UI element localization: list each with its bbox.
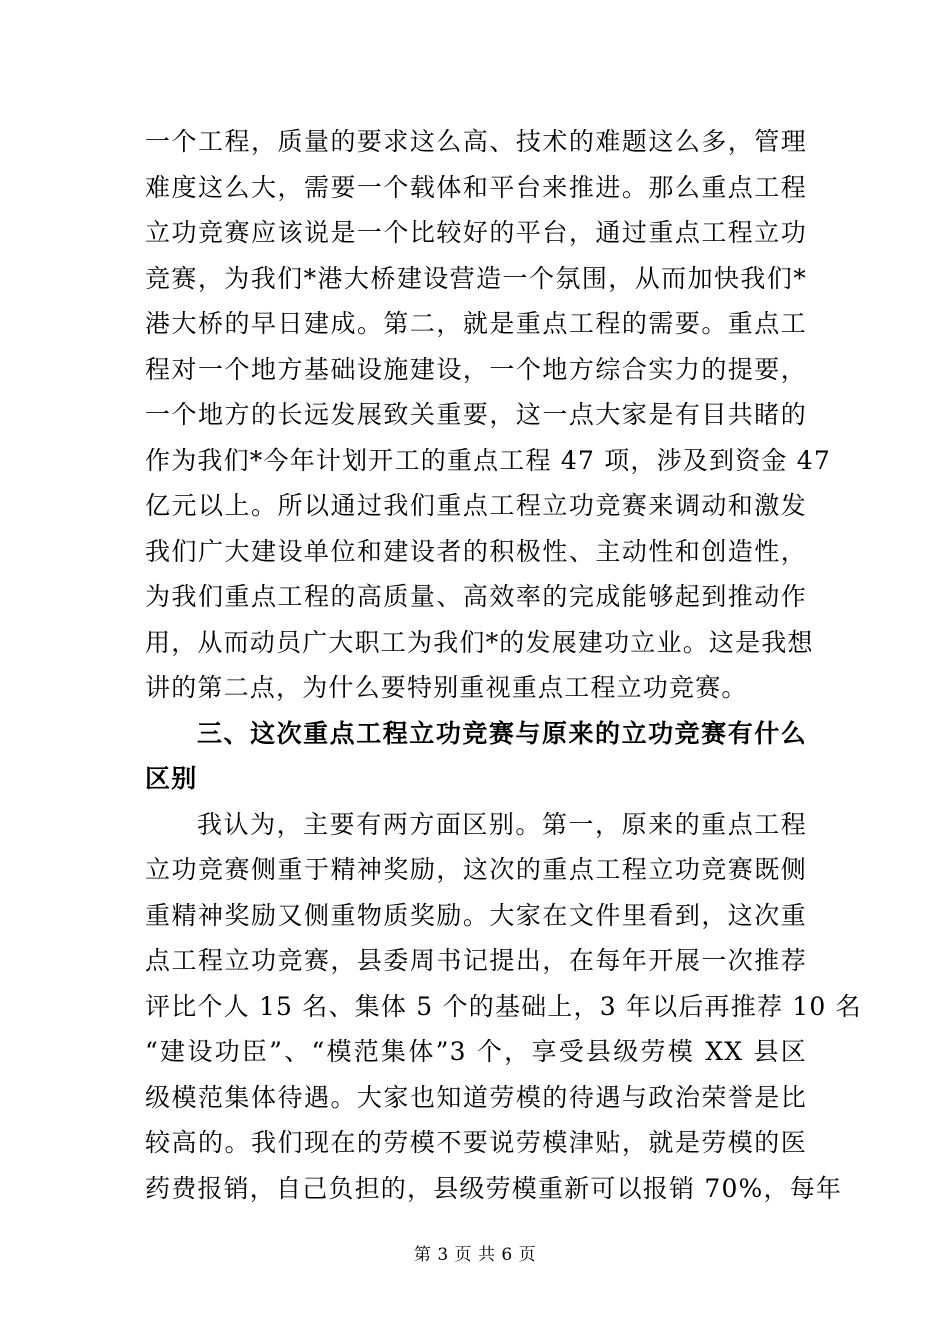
page-footer: 第 3 页 共 6 页: [413, 1245, 537, 1265]
text-line: 我认为，主要有两方面区别。第一，原来的重点工程: [197, 809, 807, 839]
text-line: 讲的第二点，为什么要特别重视重点工程立功竞赛。: [145, 673, 748, 702]
text-line: 亿元以上。所以通过我们重点工程立功竞赛来调动和激发: [145, 491, 807, 520]
heading-line: 三、这次重点工程立功竞赛与原来的立功竞赛有什么: [197, 718, 807, 748]
text-line: 竞赛，为我们*港大桥建设营造一个氛围，从而加快我们*: [145, 263, 807, 293]
paragraph-1: [145, 119, 831, 711]
text-line: 点工程立功竞赛，县委周书记提出，在每年开展一次推荐: [145, 946, 807, 975]
text-line: 我们广大建设单位和建设者的积极性、主动性和创造性，: [145, 536, 807, 566]
text-line: 级模范集体待遇。大家也知道劳模的待遇与政治荣誉是比: [145, 1082, 807, 1112]
text-line: 港大桥的早日建成。第二，就是重点工程的需要。重点工: [145, 309, 807, 338]
text-line: “建设功臣”、“模范集体”3 个，享受县级劳模 XX 县区: [145, 1037, 807, 1066]
section-heading: [145, 711, 807, 802]
text-line: 为我们重点工程的高质量、高效率的完成能够起到推动作: [145, 582, 807, 611]
text-line: 立功竞赛应该说是一个比较好的平台，通过重点工程立功: [145, 218, 807, 247]
text-line: 难度这么大，需要一个载体和平台来推进。那么重点工程: [145, 172, 807, 202]
text-line: 用，从而动员广大职工为我们*的发展建功立业。这是我想: [145, 627, 814, 657]
heading-line: 区别: [145, 764, 198, 793]
text-line: 较高的。我们现在的劳模不要说劳模津贴，就是劳模的医: [145, 1128, 807, 1157]
paragraph-2: [145, 802, 862, 1212]
text-line: 评比个人 15 名、集体 5 个的基础上，3 年以后再推荐 10 名: [145, 991, 862, 1021]
text-line: 药费报销，自己负担的，县级劳模重新可以报销 70%，每年: [145, 1173, 843, 1203]
text-line: 一个地方的长远发展致关重要，这一点大家是有目共睹的: [145, 400, 807, 429]
text-line: 立功竞赛侧重于精神奖励，这次的重点工程立功竞赛既侧: [145, 855, 807, 884]
text-line: 程对一个地方基础设施建设，一个地方综合实力的提要，: [145, 354, 807, 384]
text-line: 一个工程，质量的要求这么高、技术的难题这么多，管理: [145, 127, 807, 156]
body-text: [145, 119, 862, 1211]
text-line: 重精神奖励又侧重物质奖励。大家在文件里看到，这次重: [145, 900, 807, 930]
text-line: 作为我们*今年计划开工的重点工程 47 项，涉及到资金 47: [145, 445, 831, 475]
